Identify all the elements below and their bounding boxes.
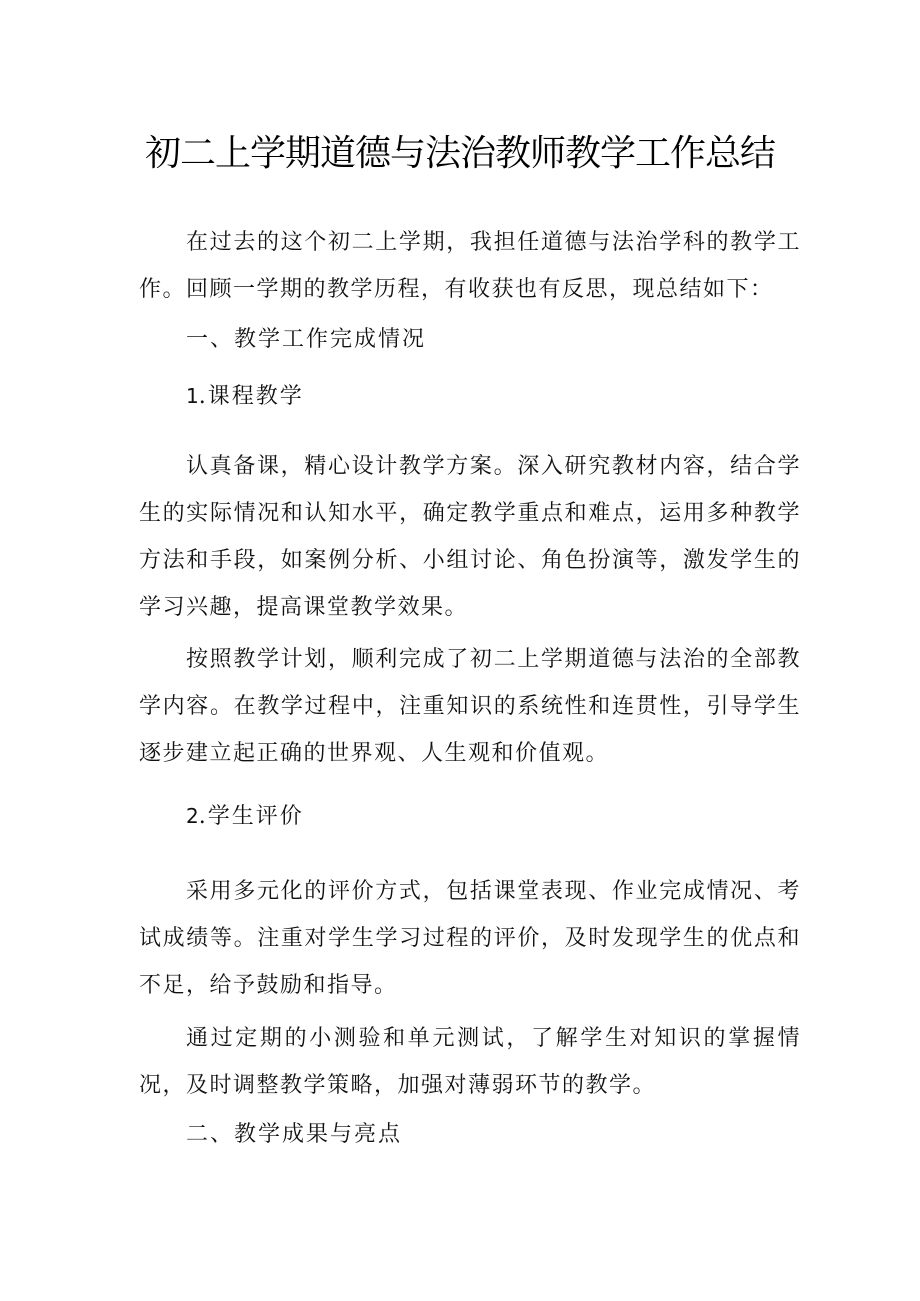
subsection-1-block [139,373,801,420]
subsection-1-paragraph-1-block [139,443,801,631]
intro-block [139,219,801,313]
subsection-2-block [139,793,801,840]
subsection-1-paragraph-1: 认真备课，精心设计教学方案。深入研究教材内容，结合学生的实际情况和认知水平，确定教学重点和难点，运用多种教学方法和手段，如案例分析、小组讨论、角色扮演等，激发学生的学习兴趣，提高课堂教学效果。 [139,454,801,620]
subsection-2-paragraph-2: 通过定期的小测验和单元测试，了解学生对知识的掌握情况，及时调整教学策略，加强对薄弱环节的教学。 [139,1026,801,1098]
subsection-2-paragraph-1: 采用多元化的评价方式，包括课堂表现、作业完成情况、考试成绩等。注重对学生学习过程的评价，及时发现学生的优点和不足，给予鼓励和指导。 [139,879,801,998]
document-title: 初二上学期道德与法治教师教学工作总结 [144,133,775,174]
subsection-2-number: 2 [186,804,199,828]
subsection-2-paragraph-1-block [139,868,801,1009]
subsection-2-title: .学生评价 [198,804,304,829]
subsection-1-title: .课程教学 [198,384,304,409]
section-2-block [139,1111,801,1158]
section-1-block [139,316,801,363]
intro-paragraph: 在过去的这个初二上学期，我担任道德与法治学科的教学工作。回顾一学期的教学历程，有收获也有反思，现总结如下： [139,230,801,302]
subsection-1-paragraph-2-block [139,636,801,777]
subsection-2-paragraph-2-block [139,1015,801,1109]
subsection-1-heading [139,373,801,420]
section-1-heading: 一、教学工作完成情况 [186,327,427,352]
subsection-2-heading [139,793,801,840]
subsection-1-paragraph-2: 按照教学计划，顺利完成了初二上学期道德与法治的全部教学内容。在教学过程中，注重知识的系统性和连贯性，引导学生逐步建立起正确的世界观、人生观和价值观。 [139,647,801,766]
section-2-heading: 二、教学成果与亮点 [186,1122,403,1147]
subsection-1-number: 1 [186,384,199,408]
